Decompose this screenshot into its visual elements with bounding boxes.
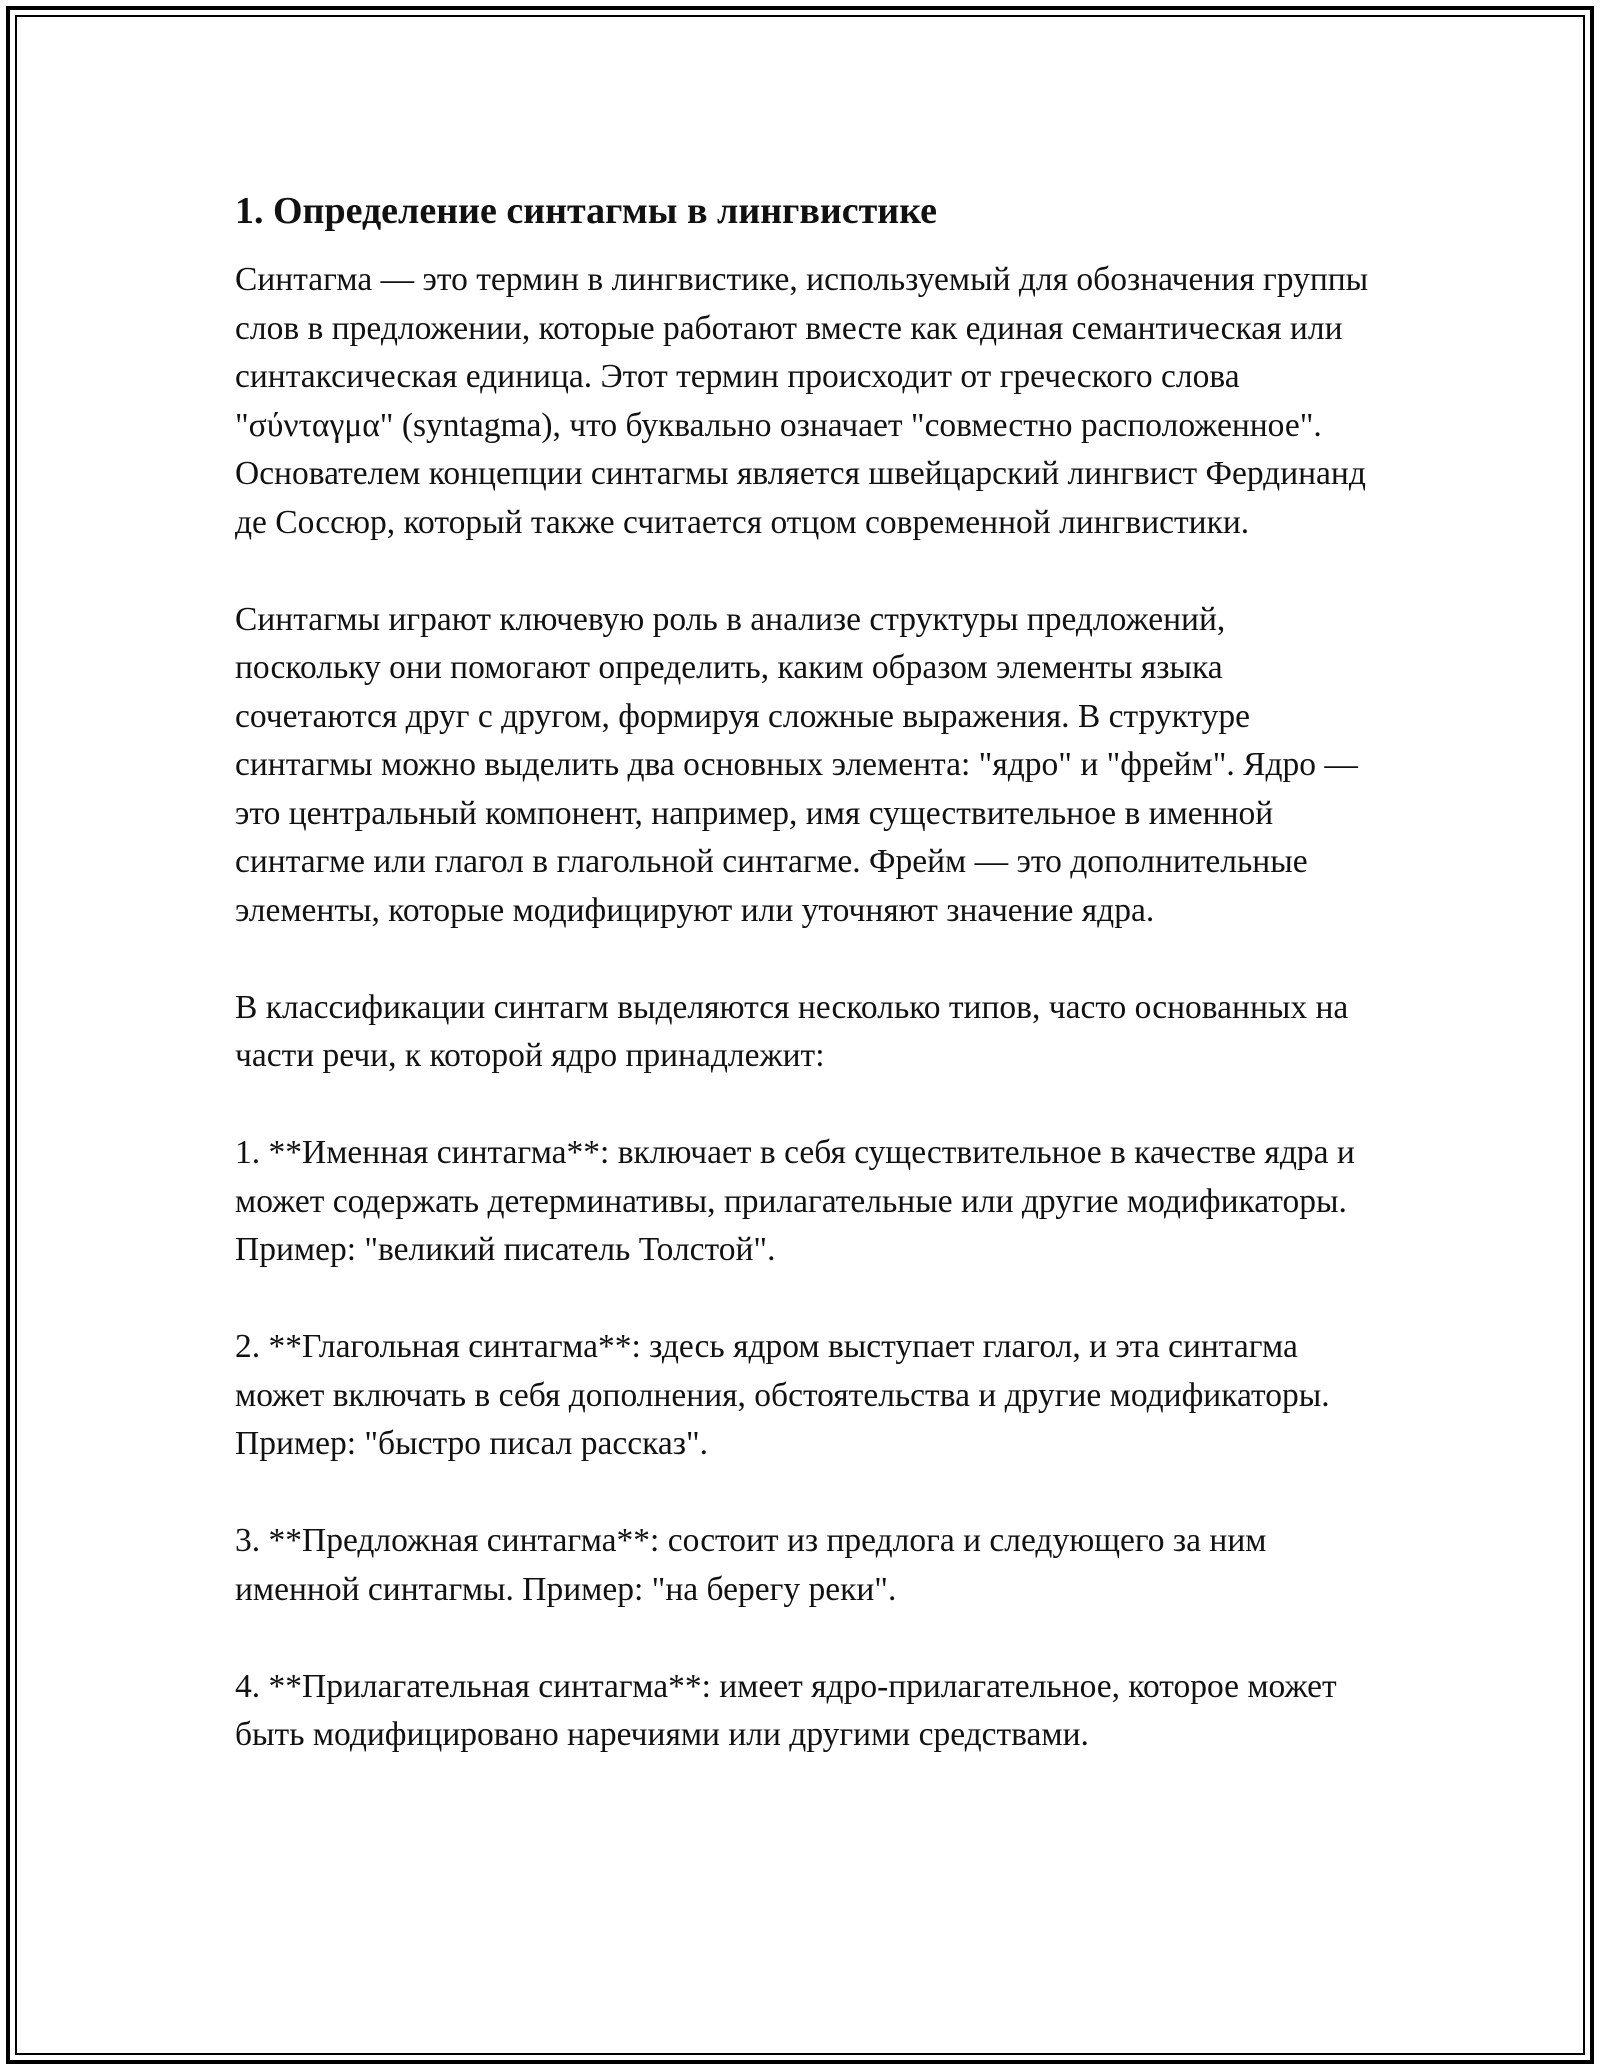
paragraph-gap: [235, 547, 1375, 596]
list-item-verbal: 2. **Глагольная синтагма**: здесь ядром выступает глагол, и эта синтагма может включать в себя дополнения, обстоятельства и другие модификаторы. Пример: "быстро писал рассказ".: [235, 1328, 1330, 1462]
paragraph-role: Синтагмы играют ключевую роль в анализе структуры предложений, поскольку они помогают определить, каким образом элементы языка сочетаются друг с другом, формируя сложные выражения. В структуре синтагмы можно выделить два основных элемента: "ядро" и "фрейм". Ядро — это центральный компонент, например, имя существительное в именной синтагме или глагол в глагольной синтагме. Фрейм — это дополнительные элементы, которые модифицируют или уточняют значение ядра.: [235, 600, 1358, 929]
paragraph-definition: Синтагма — это термин в лингвистике, используемый для обозначения группы слов в предложении, которые работают вместе как единая семантическая или синтаксическая единица. Этот термин происходит от греческого слова "σύνταγμα" (syntagma), что буквально означает "совместно расположенное". Основателем концепции синтагмы является швейцарский лингвист Фердинанд де Соссюр, который также считается отцом современной лингвистики.: [235, 261, 1369, 541]
paragraph-gap: [235, 1614, 1375, 1663]
document-body: [235, 188, 1375, 1760]
paragraph-gap: [235, 1469, 1375, 1518]
list-item-adjectival: 4. **Прилагательная синтагма**: имеет ядро-прилагательное, которое может быть модифицировано наречиями или другими средствами.: [235, 1667, 1337, 1753]
paragraph-gap: [235, 1081, 1375, 1130]
list-item-nominal: 1. **Именная синтагма**: включает в себя существительное в качестве ядра и может содержать детерминативы, прилагательные или другие модификаторы. Пример: "великий писатель Толстой".: [235, 1134, 1355, 1268]
paragraph-gap: [235, 935, 1375, 984]
list-item-prepositional: 3. **Предложная синтагма**: состоит из предлога и следующего за ним именной синтагмы. Пример: "на берегу реки".: [235, 1522, 1267, 1608]
section-heading: 1. Определение синтагмы в лингвистике: [235, 190, 938, 232]
paragraph-classification: В классификации синтагм выделяются несколько типов, часто основанных на части речи, к которой ядро принадлежит:: [235, 988, 1349, 1074]
paragraph-gap: [235, 1275, 1375, 1324]
